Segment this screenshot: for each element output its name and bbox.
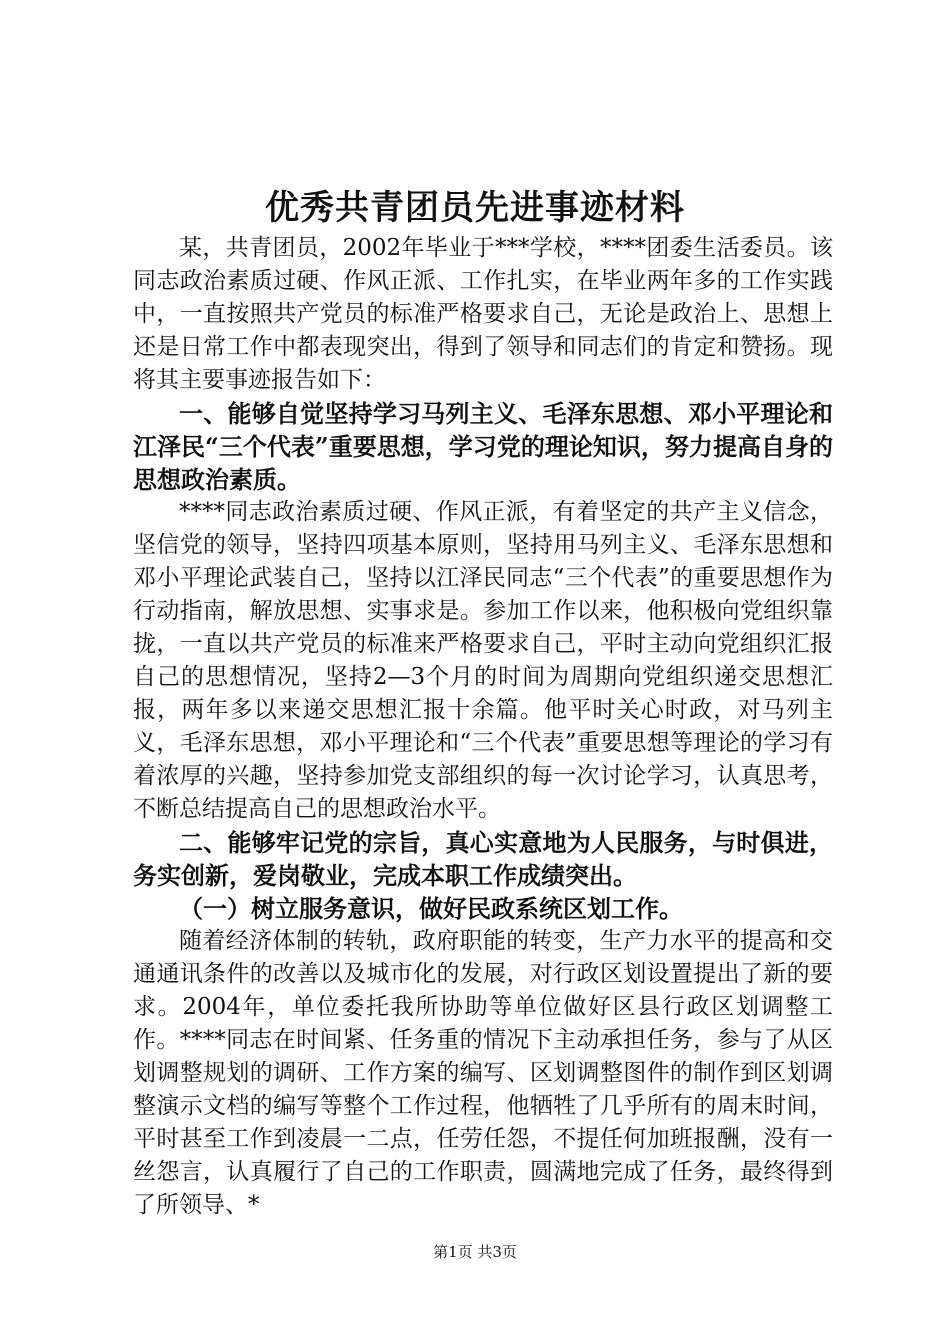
subsection-heading-1: （一）树立服务意识，做好民政系统区划工作。: [179, 894, 683, 923]
document-body: [133, 232, 833, 1222]
intro-paragraph: 某，共青团员，2002年毕业于***学校，****团委生活委员。该同志政治素质过硬、作风正派、工作扎实，在毕业两年多的工作实践中，一直按照共产党员的标准严格要求自己，无论是政治上、思想上还是日常工作中都表现突出，得到了领导和同志们的肯定和赞扬。现将其主要事迹报告如下：: [133, 235, 833, 393]
document-title: 优秀共青团员先进事迹材料: [265, 188, 685, 228]
section-heading-1: 一、能够自觉坚持学习马列主义、毛泽东思想、邓小平理论和江泽民“三个代表”重要思想，学习党的理论知识，努力提高自身的思想政治素质。: [133, 399, 833, 494]
subsection-1-paragraph: 随着经济体制的转轨，政府职能的转变，生产力水平的提高和交通通讯条件的改善以及城市化的发展，对行政区划设置提出了新的要求。2004年，单位委托我所协助等单位做好区县行政区划调整工作。****同志在时间紧、任务重的情况下主动承担任务，参与了从区划调整规划的调研、工作方案的编写、区划调整图件的制作到区划调整演示文档的编写等整个工作过程，他牺牲了几乎所有的周末时间，平时甚至工作到凌晨一二点，任劳任怨，不提任何加班报酬，没有一丝怨言，认真履行了自己的工作职责，圆满地完成了任务，最终得到了所领导、*: [133, 928, 833, 1218]
page-number-footer: 第1页 共3页: [433, 1243, 517, 1261]
section-1-paragraph: ****同志政治素质过硬、作风正派，有着坚定的共产主义信念，坚信党的领导，坚持四项基本原则，坚持用马列主义、毛泽东思想和邓小平理论武装自己，坚持以江泽民同志“三个代表”的重要思想作为行动指南，解放思想、实事求是。参加工作以来，他积极向党组织靠拢，一直以共产党员的标准来严格要求自己，平时主动向党组织汇报自己的思想情况，坚持2—3个月的时间为周期向党组织递交思想汇报，两年多以来递交思想汇报十余篇。他平时关心时政，对马列主义，毛泽东思想，邓小平理论和“三个代表”重要思想等理论的学习有着浓厚的兴趣，坚持参加党支部组织的每一次讨论学习，认真思考，不断总结提高自己的思想政治水平。: [133, 499, 833, 822]
section-heading-2: 二、能够牢记党的宗旨，真心实意地为人民服务，与时俱进，务实创新，爱岗敬业，完成本职工作成绩突出。: [133, 828, 833, 890]
